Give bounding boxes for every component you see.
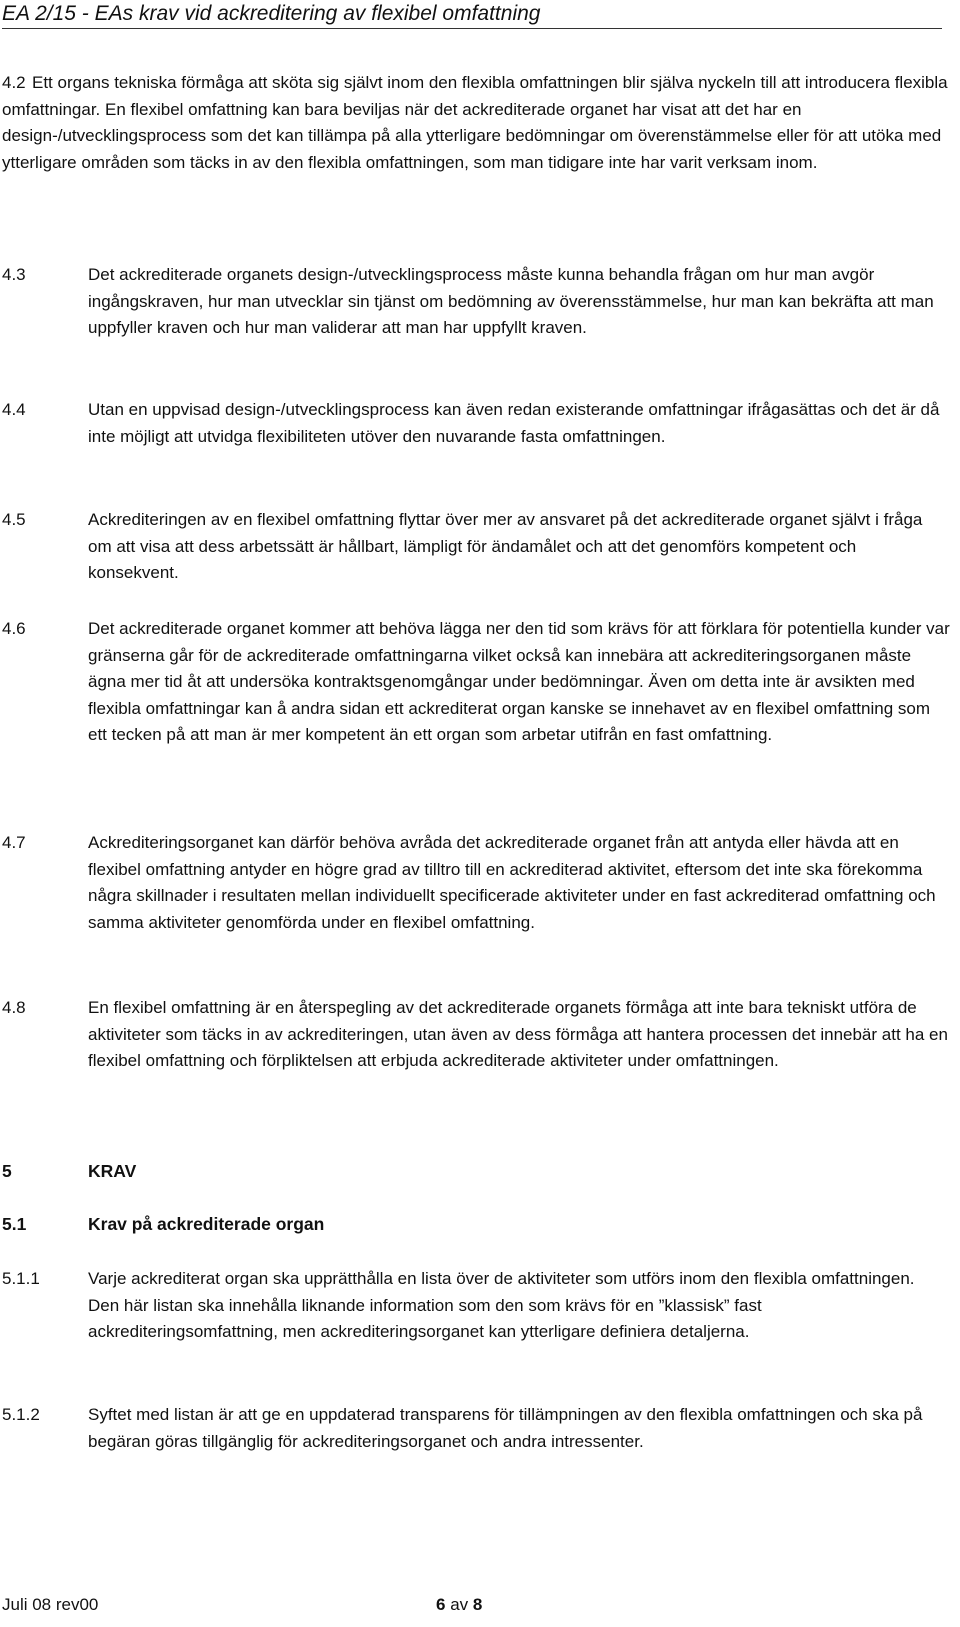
section-number: 4.4 bbox=[2, 400, 26, 419]
document-title: EA 2/15 - EAs krav vid ackreditering av flexibel omfattning bbox=[2, 2, 541, 25]
heading-number: 5.1 bbox=[2, 1214, 27, 1234]
document-header bbox=[2, 0, 942, 29]
section-number: 4.6 bbox=[2, 619, 26, 638]
section-body: Syftet med listan är att ge en uppdaterad transparens för tillämpningen av den flexibla omfattningen och ska på begäran göras tillgänglig för ackrediteringsorganet och andra intressenter. bbox=[88, 1405, 923, 1451]
page-footer bbox=[0, 1590, 960, 1620]
section-number: 4.2 bbox=[2, 73, 26, 92]
footer-date: Juli 08 rev00 bbox=[2, 1595, 99, 1614]
page-number bbox=[436, 1590, 482, 1620]
page-total: 8 bbox=[472, 1595, 483, 1614]
section-number: 5.1.2 bbox=[2, 1405, 40, 1424]
section-body: Varje ackrediterat organ ska upprätthålla en lista över de aktiviteter som utförs inom den flexibla omfattningen. Den här listan ska innehålla liknande information som den som krävs för en ”klassisk” fast ackrediteringsomfattning, men ackrediteringsorganet kan ytterligare definiera detaljerna. bbox=[88, 1269, 915, 1341]
section-number: 5.1.1 bbox=[2, 1269, 40, 1288]
section-body: Ackrediteringen av en flexibel omfattning flyttar över mer av ansvaret på det ackrediterade organet självt i fråga om att visa att dess arbetssätt är hållbart, lämpligt för ändamålet och att det genomförs kompetent och konsekvent. bbox=[88, 510, 923, 582]
section-number: 4.3 bbox=[2, 265, 26, 284]
page-separator: av bbox=[450, 1595, 469, 1614]
heading-number: 5 bbox=[2, 1161, 12, 1181]
section-number: 4.8 bbox=[2, 998, 26, 1017]
section-body: Ett organs tekniska förmåga att sköta sig självt inom den flexibla omfattningen blir själva nyckeln till att introducera flexibla omfattningar. En flexibel omfattning kan bara beviljas när det ackrediterade organet har visat att det har en design-/utvecklingsprocess som det kan tillämpa på alla ytterligare bedömningar om överenstämmelse eller för att utöka med ytterligare områden som täcks in av den flexibla omfattningen, som man tidigare inte har varit verksam inom. bbox=[2, 73, 948, 172]
section-body: Utan en uppvisad design-/utvecklingsprocess kan även redan existerande omfattningar ifrågasättas och det är då inte möjligt att utvidga flexibiliteten utöver den nuvarande fasta omfattningen. bbox=[88, 400, 940, 446]
section-body: En flexibel omfattning är en återspegling av det ackrediterade organets förmåga att inte bara tekniskt utföra de aktiviteter som täcks in av ackrediteringen, utan även av dess förmåga att hantera processen det innebär att ha en flexibel omfattning och förpliktelsen att erbjuda ackrediterade aktiviteter under omfattningen. bbox=[88, 998, 948, 1070]
section-number: 4.7 bbox=[2, 833, 26, 852]
section-number: 4.5 bbox=[2, 510, 26, 529]
heading-title: Krav på ackrediterade organ bbox=[88, 1214, 325, 1234]
page-current: 6 bbox=[436, 1595, 446, 1614]
section-body: Ackrediteringsorganet kan därför behöva avråda det ackrediterade organet från att antyda eller hävda att en flexibel omfattning antyder en högre grad av tilltro till en ackrediterad aktivitet, eftersom det inte ska förekomma några skillnader i resultaten mellan individuellt specificerade aktiviteter under en fast ackrediterad omfattning och samma aktiviteter genomförda under en flexibel omfattning. bbox=[88, 833, 936, 932]
section-text bbox=[2, 70, 950, 176]
section-body: Det ackrediterade organets design-/utvecklingsprocess måste kunna behandla frågan om hur man avgör ingångskraven, hur man utvecklar sin tjänst om bedömning av överensstämmelse, hur man kan bekräfta att man uppfyller kraven och hur man validerar att man har uppfyllt kraven. bbox=[88, 265, 934, 337]
section-body: Det ackrediterade organet kommer att behöva lägga ner den tid som krävs för att förklara för potentiella kunder var gränserna går för de ackrediterade omfattningarna vilket också kan innebära att ackrediteringsorganen måste ägna mer tid åt att undersöka kontraktsgenomgångar under bedömningar. Även om detta inte är avsikten med flexibla omfattningar kan å andra sidan ett ackrediterat organ kanske se innehavet av en flexibel omfattning som ett tecken på att man är mer kompetent än ett organ som arbetar utifrån en fast omfattning. bbox=[88, 619, 950, 744]
heading-title: KRAV bbox=[88, 1161, 137, 1181]
